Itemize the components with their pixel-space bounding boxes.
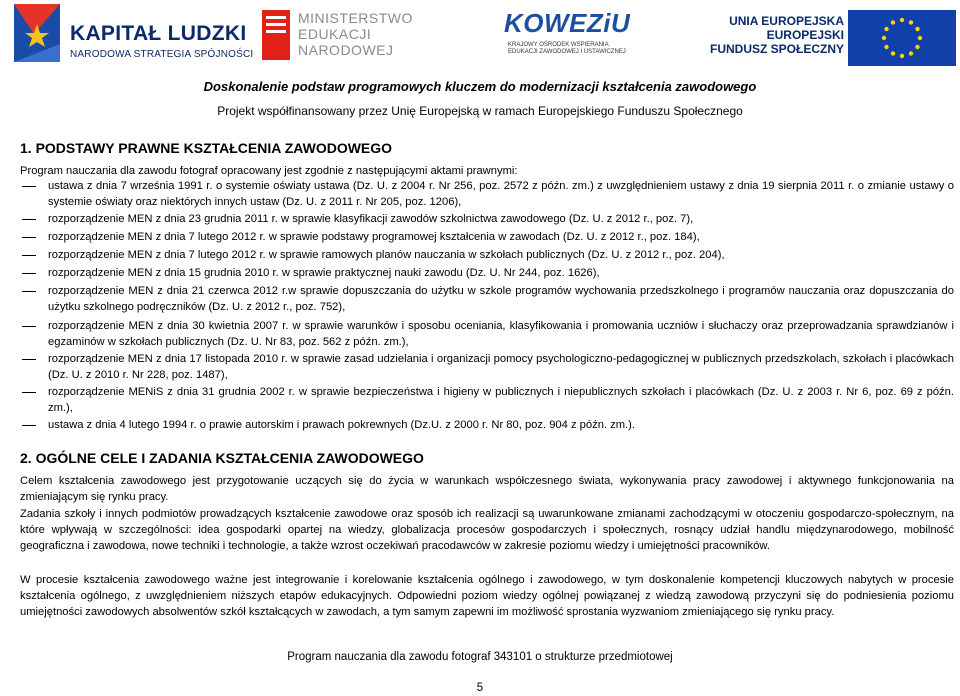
section2-paragraph: Celem kształcenia zawodowego jest przygotowanie uczących się do życia w warunkach współczesnego świata, wykonywania pracy zawodowej i aktywnego funkcjonowania na zmieniającym się rynku pracy. bbox=[20, 475, 954, 503]
kapital-ludzki-title: KAPITAŁ LUDZKI bbox=[70, 22, 247, 45]
koweziu-subtitle bbox=[508, 42, 626, 56]
list-dash bbox=[22, 359, 36, 360]
list-item: rozporządzenie MEN z dnia 7 lutego 2012 r. w sprawie podstawy programowej kształcenia w zawodach (Dz. U. z 2012 r., poz. 184), bbox=[48, 231, 700, 243]
section1-title: 1. PODSTAWY PRAWNE KSZTAŁCENIA ZAWODOWEGO bbox=[20, 140, 393, 156]
ue-line1: UNIA EUROPEJSKA bbox=[729, 14, 844, 28]
list-dash bbox=[22, 291, 36, 292]
list-item: ustawa z dnia 4 lutego 1994 r. o prawie autorskim i prawach pokrewnych (Dz.U. z 2000 r. Nr 80, poz. 904 z późn. zm.). bbox=[48, 419, 636, 431]
section2-title: 2. OGÓLNE CELE I ZADANIA KSZTAŁCENIA ZAWODOWEGO bbox=[20, 450, 424, 466]
section2-paragraph: W procesie kształcenia zawodowego ważne jest integrowanie i korelowanie kształcenia ogólnego i zawodowego, w tym doskonalenie kompetencji kluczowych nabytych w procesie kształcenia ogólnego, z uwzględnieniem niższych etapów edukacyjnych. Odpowiedni poziom wiedzy ogólnej powiązanej z wiedzą zawodową przyczyni się do podniesienia poziomu umiejętności zawodowych absolwentów szkół kształcących w zawodach, a tym samym zapewni im możliwość sprostania wyzwaniom zmieniającego się rynku pracy. bbox=[20, 574, 954, 618]
list-item: rozporządzenie MEN z dnia 21 czerwca 2012 r.w sprawie dopuszczania do użytku w szkole programów wychowania przedszkolnego i programów nauczania oraz dopuszczania do użytku szkolnego podręczników (Dz. U. z 2012 r., poz. 752), bbox=[48, 285, 954, 313]
list-dash bbox=[22, 425, 36, 426]
list-dash bbox=[22, 392, 36, 393]
ue-name bbox=[710, 14, 844, 56]
koweziu-title: KOWEZiU bbox=[504, 8, 631, 38]
men-line1: MINISTERSTWO bbox=[298, 10, 413, 26]
men-line2: EDUKACJI bbox=[298, 26, 372, 42]
men-logo bbox=[262, 8, 422, 64]
koweziu-sub1: KRAJOWY OŚRODEK WSPIERANIA bbox=[508, 42, 609, 48]
ue-line2: EUROPEJSKI bbox=[766, 28, 844, 42]
list-dash bbox=[22, 255, 36, 256]
list-item: rozporządzenie MEN z dnia 15 grudnia 2010 r. w sprawie praktycznej nauki zawodu (Dz. U. Nr 244, poz. 1626), bbox=[48, 267, 600, 279]
ue-line3: FUNDUSZ SPOŁECZNY bbox=[709, 42, 844, 56]
list-item: rozporządzenie MEN z dnia 7 lutego 2012 r. w sprawie ramowych planów nauczania w szkołach publicznych (Dz. U. z 2012 r., poz. 204), bbox=[48, 249, 725, 261]
kapital-ludzki-logo bbox=[14, 4, 254, 66]
list-item: rozporządzenie MEN z dnia 30 kwietnia 2007 r. w sprawie warunków i sposobu oceniania, klasyfikowania i promowania uczniów i słuchaczy oraz przeprowadzania sprawdzianów i egzaminów w szkołach publicznych (Dz. U. Nr 83, poz. 562 z późn. zm.), bbox=[48, 320, 954, 348]
project-title: Doskonalenie podstaw programowych kluczem do modernizacji kształcenia zawodowego bbox=[203, 79, 757, 94]
section1-intro: Program nauczania dla zawodu fotograf opracowany jest zgodnie z następującymi aktami prawnymi: bbox=[20, 165, 518, 177]
list-dash bbox=[22, 326, 36, 327]
project-subtitle: Projekt współfinansowany przez Unię Europejską w ramach Europejskiego Funduszu Społecznego bbox=[217, 104, 743, 118]
list-dash bbox=[22, 219, 36, 220]
page-footer: Program nauczania dla zawodu fotograf 343101 o strukturze przedmiotowej bbox=[287, 651, 673, 663]
men-name bbox=[298, 10, 413, 58]
koweziu-sub2: EDUKACJI ZAWODOWEJ I USTAWICZNEJ bbox=[508, 49, 626, 55]
kapital-ludzki-flag-icon bbox=[14, 4, 60, 62]
eu-flag-icon bbox=[848, 10, 956, 66]
list-item: rozporządzenie MEN z dnia 17 listopada 2010 r. w sprawie zasad udzielania i organizacji pomocy psychologiczno-pedagogicznej w publicznych przedszkolach, szkołach i placówkach (Dz. U. z 2010 r. Nr 228, poz. 1487), bbox=[48, 353, 954, 381]
list-item: rozporządzenie MENiS z dnia 31 grudnia 2002 r. w sprawie bezpieczeństwa i higieny w publicznych i niepublicznych szkołach i placówkach (Dz. U. z 2003 r. Nr 6, poz. 69 z późn. zm.), bbox=[48, 386, 954, 414]
men-emblem-icon bbox=[262, 10, 290, 60]
kapital-ludzki-subtitle: NARODOWA STRATEGIA SPÓJNOŚCI bbox=[70, 49, 254, 60]
list-dash bbox=[22, 186, 36, 187]
list-dash bbox=[22, 237, 36, 238]
list-item: ustawa z dnia 7 września 1991 r. o systemie oświaty ustawa (Dz. U. z 2004 r. Nr 256, poz. 2572 z późn. zm.) z uwzględnieniem ustawy z dnia 19 sierpnia 2011 r. o zmianie ustawy o systemie oświaty oraz niektórych innych ustaw (Dz. U. z 2011 r. Nr 205, poz. 1206), bbox=[48, 180, 954, 208]
list-item: rozporządzenie MEN z dnia 23 grudnia 2011 r. w sprawie klasyfikacji zawodów szkolnictwa zawodowego (Dz. U. z 2012 r., poz. 7), bbox=[48, 213, 694, 225]
list-dash bbox=[22, 273, 36, 274]
ue-logo bbox=[709, 6, 956, 68]
men-line3: NARODOWEJ bbox=[298, 42, 394, 58]
section2-paragraph: Zadania szkoły i innych podmiotów prowadzących kształcenie zawodowe oraz sposób ich realizacji są uwarunkowane zmianami zachodzącymi w otoczeniu gospodarczo-społecznym, na które wpływają w szczególności: idea gospodarki opartej na wiedzy, globalizacja procesów gospodarczych i społecznych, rosnący udział handlu międzynarodowego, mobilność geograficzna i zawodowa, nowe techniki i technologie, a także wzrost oczekiwań pracodawców w zakresie poziomu wiedzy i umiejętności pracowników. bbox=[20, 508, 954, 552]
page-number: 5 bbox=[476, 682, 484, 694]
koweziu-logo bbox=[500, 6, 640, 66]
